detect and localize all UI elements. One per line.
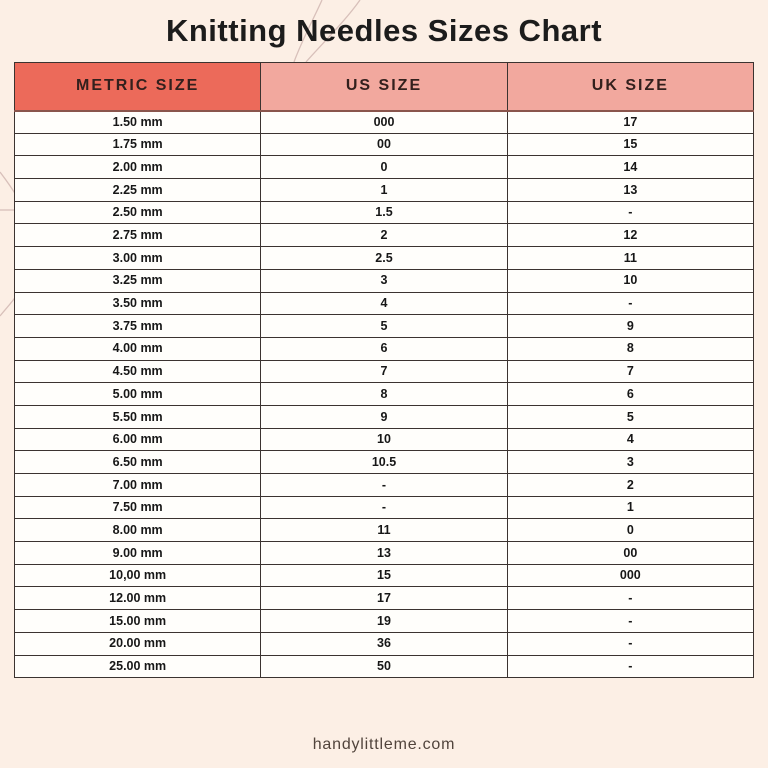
uk-size-cell: 0 — [507, 519, 753, 542]
table-row — [15, 201, 754, 224]
uk-size-cell: 3 — [507, 451, 753, 474]
uk-size-cell: 17 — [507, 111, 753, 134]
table-body — [15, 111, 754, 678]
metric-size-cell: 4.00 mm — [15, 337, 261, 360]
table-row — [15, 632, 754, 655]
us-size-cell: 2.5 — [261, 247, 507, 270]
uk-size-cell: - — [507, 632, 753, 655]
uk-size-cell: 1 — [507, 496, 753, 519]
table-row — [15, 519, 754, 542]
metric-size-cell: 7.00 mm — [15, 474, 261, 497]
page-title: Knitting Needles Sizes Chart — [165, 13, 603, 48]
uk-size-cell: 13 — [507, 179, 753, 202]
us-size-cell: 00 — [261, 133, 507, 156]
uk-size-cell: 11 — [507, 247, 753, 270]
table-row — [15, 269, 754, 292]
metric-size-cell: 2.00 mm — [15, 156, 261, 179]
table-row — [15, 496, 754, 519]
us-size-cell: 3 — [261, 269, 507, 292]
metric-size-cell: 4.50 mm — [15, 360, 261, 383]
table-row — [15, 610, 754, 633]
metric-size-cell: 12.00 mm — [15, 587, 261, 610]
us-size-cell: - — [261, 474, 507, 497]
table-row — [15, 587, 754, 610]
table-row — [15, 428, 754, 451]
us-size-cell: 13 — [261, 542, 507, 565]
metric-size-cell: 8.00 mm — [15, 519, 261, 542]
us-size-cell: 19 — [261, 610, 507, 633]
table-row — [15, 292, 754, 315]
table-row — [15, 474, 754, 497]
uk-size-cell: 2 — [507, 474, 753, 497]
metric-size-cell: 5.50 mm — [15, 405, 261, 428]
table-row — [15, 451, 754, 474]
uk-size-cell: - — [507, 292, 753, 315]
uk-size-cell: - — [507, 655, 753, 678]
uk-size-cell: 12 — [507, 224, 753, 247]
metric-size-cell: 2.75 mm — [15, 224, 261, 247]
us-size-cell: 11 — [261, 519, 507, 542]
table-row — [15, 564, 754, 587]
uk-size-cell: 9 — [507, 315, 753, 338]
uk-size-cell: 4 — [507, 428, 753, 451]
metric-size-cell: 6.50 mm — [15, 451, 261, 474]
table-row — [15, 655, 754, 678]
us-size-cell: 10.5 — [261, 451, 507, 474]
uk-size-cell: 5 — [507, 405, 753, 428]
metric-size-cell: 5.00 mm — [15, 383, 261, 406]
metric-size-cell: 7.50 mm — [15, 496, 261, 519]
metric-size-cell: 25.00 mm — [15, 655, 261, 678]
uk-size-cell: - — [507, 587, 753, 610]
metric-size-cell: 15.00 mm — [15, 610, 261, 633]
uk-size-cell: 6 — [507, 383, 753, 406]
table-row — [15, 383, 754, 406]
metric-size-cell: 2.25 mm — [15, 179, 261, 202]
uk-size-cell: 14 — [507, 156, 753, 179]
table-row — [15, 156, 754, 179]
footer-url: handylittleme.com — [312, 736, 456, 753]
metric-size-cell: 1.75 mm — [15, 133, 261, 156]
metric-size-cell: 3.75 mm — [15, 315, 261, 338]
column-header-us-size: US SIZE — [261, 63, 507, 111]
uk-size-cell: 000 — [507, 564, 753, 587]
table-row — [15, 315, 754, 338]
table-row — [15, 133, 754, 156]
uk-size-cell: 00 — [507, 542, 753, 565]
table-row — [15, 224, 754, 247]
us-size-cell: 9 — [261, 405, 507, 428]
uk-size-cell: - — [507, 610, 753, 633]
us-size-cell: 1.5 — [261, 201, 507, 224]
us-size-cell: 5 — [261, 315, 507, 338]
table-row — [15, 360, 754, 383]
us-size-cell: 8 — [261, 383, 507, 406]
us-size-cell: - — [261, 496, 507, 519]
us-size-cell: 1 — [261, 179, 507, 202]
table-row — [15, 542, 754, 565]
table-row — [15, 405, 754, 428]
us-size-cell: 6 — [261, 337, 507, 360]
us-size-cell: 4 — [261, 292, 507, 315]
needle-sizes-table — [14, 62, 754, 678]
us-size-cell: 000 — [261, 111, 507, 134]
us-size-cell: 2 — [261, 224, 507, 247]
metric-size-cell: 3.50 mm — [15, 292, 261, 315]
metric-size-cell: 9.00 mm — [15, 542, 261, 565]
us-size-cell: 10 — [261, 428, 507, 451]
uk-size-cell: 8 — [507, 337, 753, 360]
metric-size-cell: 3.00 mm — [15, 247, 261, 270]
us-size-cell: 7 — [261, 360, 507, 383]
uk-size-cell: 7 — [507, 360, 753, 383]
table-row — [15, 179, 754, 202]
uk-size-cell: - — [507, 201, 753, 224]
column-header-uk-size: UK SIZE — [507, 63, 753, 111]
us-size-cell: 17 — [261, 587, 507, 610]
metric-size-cell: 20.00 mm — [15, 632, 261, 655]
us-size-cell: 15 — [261, 564, 507, 587]
table-row — [15, 247, 754, 270]
table-row — [15, 111, 754, 134]
metric-size-cell: 10,00 mm — [15, 564, 261, 587]
metric-size-cell: 2.50 mm — [15, 201, 261, 224]
metric-size-cell: 1.50 mm — [15, 111, 261, 134]
metric-size-cell: 6.00 mm — [15, 428, 261, 451]
us-size-cell: 36 — [261, 632, 507, 655]
header-row — [15, 63, 754, 111]
table-row — [15, 337, 754, 360]
metric-size-cell: 3.25 mm — [15, 269, 261, 292]
uk-size-cell: 15 — [507, 133, 753, 156]
column-header-metric-size: METRIC SIZE — [15, 63, 261, 111]
us-size-cell: 0 — [261, 156, 507, 179]
us-size-cell: 50 — [261, 655, 507, 678]
table-header — [15, 63, 754, 111]
uk-size-cell: 10 — [507, 269, 753, 292]
